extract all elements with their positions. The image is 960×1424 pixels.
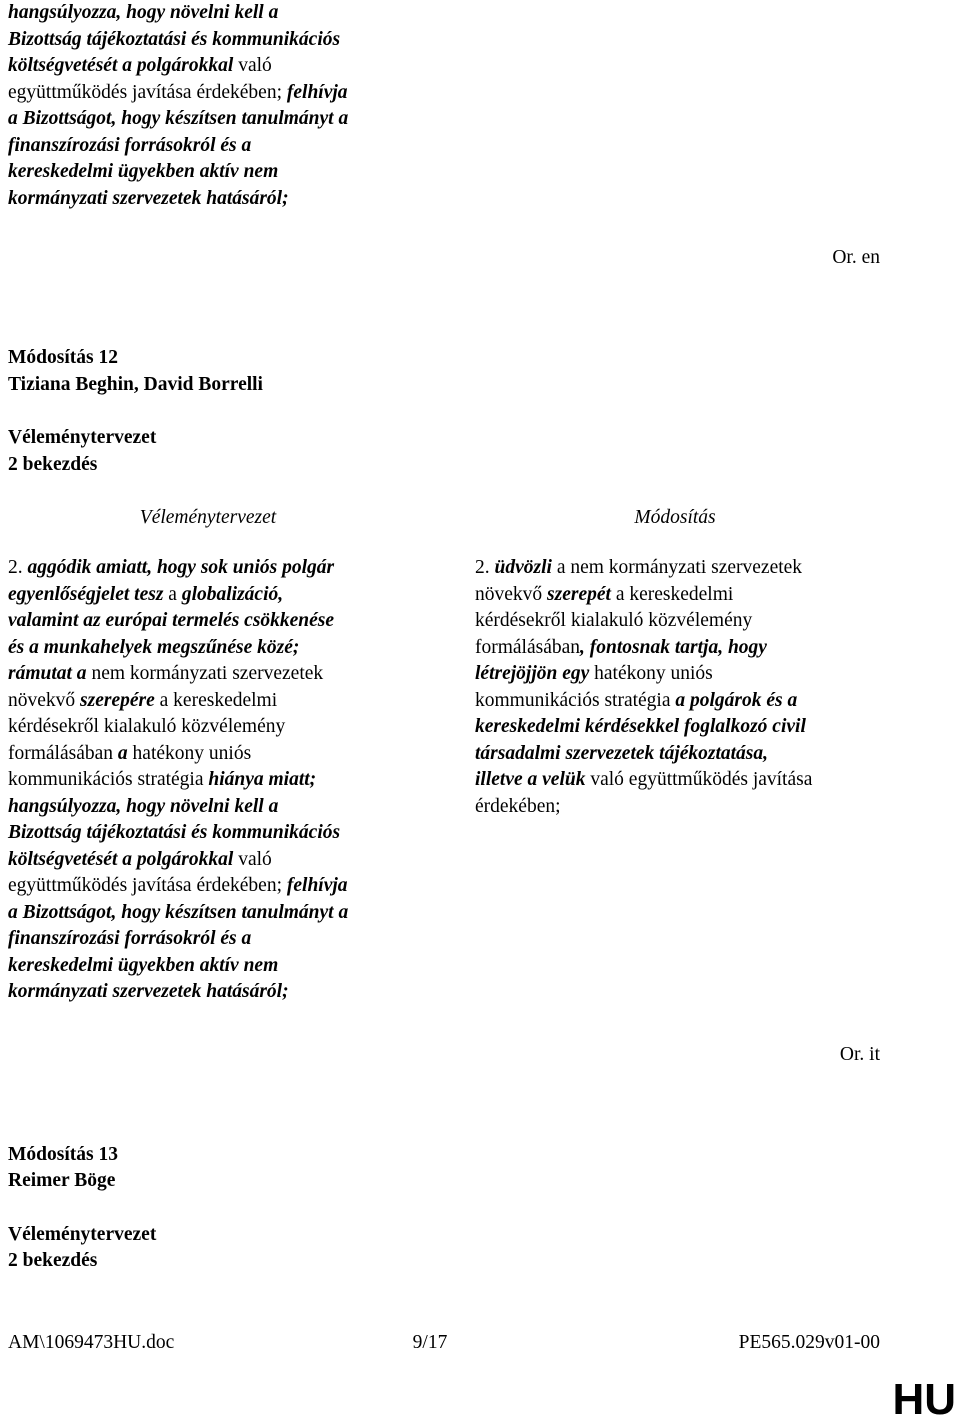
text-run: kommunikációs stratégia <box>8 769 209 790</box>
text-line <box>475 688 812 715</box>
text-run: létrejöjjön egy <box>475 663 590 684</box>
footer-language-code: HU <box>892 1375 956 1424</box>
text-run: kormányzati szervezetek hatásáról; <box>8 981 289 1002</box>
text-line <box>475 582 812 609</box>
origin-language-it: Or. it <box>839 1044 880 1065</box>
text-line <box>475 608 812 635</box>
text-run: kereskedelmi kérdésekkel foglalkozó civil <box>475 716 806 737</box>
text-run: finanszírozási forrásokról és a <box>8 928 252 949</box>
text-line <box>8 27 348 54</box>
text-run: a kereskedelmi <box>154 689 278 711</box>
text-run: kérdésekről kialakuló közvélemény <box>8 716 286 737</box>
text-run: kereskedelmi ügyekben aktív nem <box>8 161 279 182</box>
text-line <box>8 979 348 1006</box>
text-line <box>8 953 348 980</box>
text-run: illetve a velük <box>475 769 586 790</box>
text-line <box>8 794 348 821</box>
amendment-13-doc-ref: Véleménytervezet <box>8 1224 157 1245</box>
text-run: a kereskedelmi <box>610 583 734 605</box>
text-run: Bizottság tájékoztatási és kommunikációs <box>8 822 341 843</box>
text-line <box>8 847 348 874</box>
text-run: kommunikációs stratégia <box>475 689 676 711</box>
text-run: kérdésekről kialakuló közvélemény <box>475 610 753 631</box>
text-run: a nem kormányzati szervezetek <box>551 557 803 578</box>
amendment-12-doc-ref: Véleménytervezet <box>8 427 157 448</box>
text-run: finanszírozási forrásokról és a <box>8 134 252 156</box>
text-run: költségvetését a polgárokkal <box>8 55 234 76</box>
text-run: a Bizottságot, hogy készítsen tanulmányt a <box>8 108 349 129</box>
text-run: hiánya miatt; <box>208 769 317 790</box>
text-line <box>8 714 348 741</box>
text-run: egyenlőségjelet tesz <box>8 583 164 605</box>
text-line <box>475 635 812 662</box>
text-run: való <box>233 848 272 870</box>
text-run: felhívja <box>286 81 348 103</box>
right-column-heading: Módosítás <box>634 507 716 528</box>
text-run: üdvözli <box>494 557 552 578</box>
text-run: érdekében; <box>475 795 561 817</box>
draft-opinion-text <box>8 555 348 1006</box>
continuation-text <box>8 0 348 212</box>
text-run: költségvetését a polgárokkal <box>8 848 234 870</box>
text-run: szerepét <box>547 583 611 605</box>
text-run: 2. <box>8 557 28 578</box>
amendment-12-number: Módosítás 12 <box>8 347 118 368</box>
text-line <box>8 608 348 635</box>
text-line <box>475 741 812 768</box>
text-line <box>8 53 348 80</box>
text-run: való együttműködés javítása <box>585 769 813 790</box>
text-line <box>8 767 348 794</box>
amendment-12-authors: Tiziana Beghin, David Borrelli <box>8 374 263 395</box>
text-line <box>8 555 348 582</box>
text-run: hatékony uniós <box>589 663 713 684</box>
text-line <box>475 714 812 741</box>
text-run: valamint az európai termelés csökkenése <box>8 610 335 631</box>
text-run: a <box>117 742 128 764</box>
text-run: növekvő <box>475 583 548 605</box>
text-run: felhívja <box>286 875 348 896</box>
text-line <box>8 186 348 213</box>
text-run: a Bizottságot, hogy készítsen tanulmányt a <box>8 901 349 923</box>
text-run: aggódik amiatt, hogy sok uniós polgár <box>27 557 335 578</box>
text-line <box>8 635 348 662</box>
text-run: formálásában <box>8 742 118 764</box>
footer-page-number: 9/17 <box>412 1332 448 1353</box>
text-run: a <box>163 583 182 605</box>
text-run: Bizottság tájékoztatási és kommunikációs <box>8 28 341 50</box>
text-run: társadalmi szervezetek tájékoztatása, <box>475 742 769 764</box>
text-run: szerepére <box>80 689 155 711</box>
text-run: 2. <box>475 557 495 578</box>
text-line <box>8 688 348 715</box>
amendment-13-number: Módosítás 13 <box>8 1144 118 1165</box>
text-line <box>475 661 812 688</box>
text-run: , fontosnak tartja, hogy <box>580 636 767 658</box>
text-run: hangsúlyozza, hogy növelni kell a <box>8 795 279 817</box>
text-line <box>8 900 348 927</box>
amendment-13-authors: Reimer Böge <box>8 1170 116 1191</box>
left-column-heading: Véleménytervezet <box>139 507 277 528</box>
amendment-text <box>475 555 812 820</box>
text-run: és a munkahelyek megszűnése közé; <box>8 636 300 658</box>
text-run: globalizáció, <box>181 583 284 605</box>
text-line <box>8 873 348 900</box>
text-run: rámutat a <box>8 663 87 684</box>
text-run: való <box>233 55 272 76</box>
text-run: növekvő <box>8 689 81 711</box>
text-line <box>8 133 348 160</box>
text-line <box>8 926 348 953</box>
amendment-12-paragraph: 2 bekezdés <box>8 454 98 475</box>
text-line <box>8 661 348 688</box>
amendment-13-paragraph: 2 bekezdés <box>8 1250 98 1271</box>
text-line <box>475 555 812 582</box>
text-run: hatékony uniós <box>127 742 252 764</box>
text-run: hangsúlyozza, hogy növelni kell a <box>8 2 279 23</box>
text-line <box>8 741 348 768</box>
text-line <box>8 582 348 609</box>
text-run: formálásában <box>475 636 581 658</box>
text-line <box>8 0 348 27</box>
text-run: a polgárok és a <box>675 689 798 711</box>
text-run: együttműködés javítása érdekében; <box>8 81 287 103</box>
footer-doc-id: AM\1069473HU.doc <box>8 1332 175 1353</box>
text-run: együttműködés javítása érdekében; <box>8 875 287 896</box>
text-run: kormányzati szervezetek hatásáról; <box>8 187 289 209</box>
text-line <box>8 159 348 186</box>
text-line <box>475 794 812 821</box>
text-line <box>475 767 812 794</box>
text-line <box>8 820 348 847</box>
footer-pe-number: PE565.029v01-00 <box>738 1332 880 1353</box>
text-run: kereskedelmi ügyekben aktív nem <box>8 954 279 976</box>
text-run: nem kormányzati szervezetek <box>86 663 324 684</box>
text-line <box>8 80 348 107</box>
text-line <box>8 106 348 133</box>
origin-language-en: Or. en <box>832 247 880 268</box>
